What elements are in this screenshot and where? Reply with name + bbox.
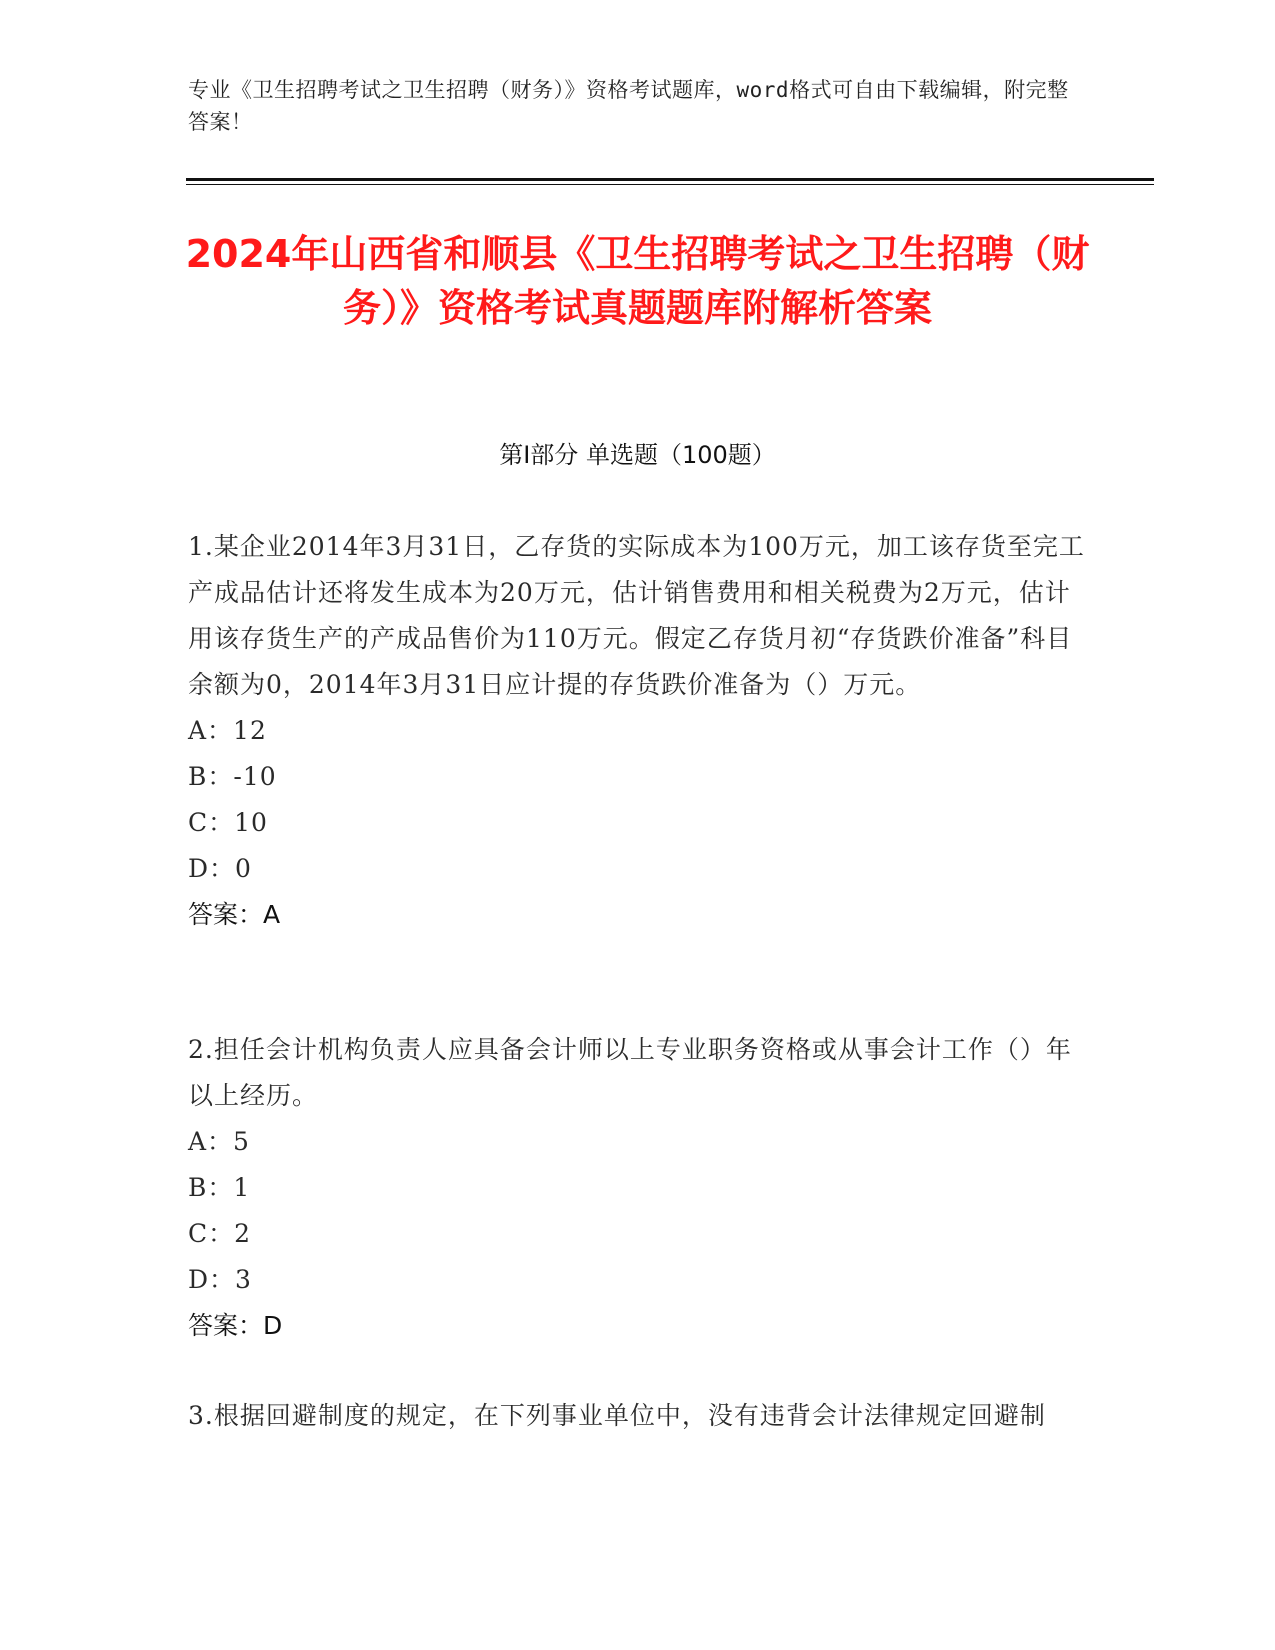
option-d: D：0 (188, 854, 252, 883)
option-c: C：2 (188, 1219, 252, 1248)
question-2 (188, 1027, 1088, 1349)
question-text: 2.担任会计机构负责人应具备会计师以上专业职务资格或从事会计工作（）年以上经历。 (188, 1035, 1072, 1110)
question-1 (188, 524, 1088, 938)
option-c: C：10 (188, 808, 268, 837)
option-b: B：1 (188, 1173, 251, 1202)
option-a: A：5 (188, 1127, 250, 1156)
option-a: A：12 (188, 716, 267, 745)
header-note: 专业《卫生招聘考试之卫生招聘（财务）》资格考试题库，word格式可自由下载编辑，附完整答案！ (188, 78, 1069, 134)
header-rule-thick (186, 178, 1154, 181)
answer: 答案：D (188, 1311, 283, 1340)
header-rule-thin (186, 184, 1154, 185)
document-title: 2024年山西省和顺县《卫生招聘考试之卫生招聘（财务）》资格考试真题题库附解析答案 (185, 232, 1090, 330)
question-text: 3.根据回避制度的规定，在下列事业单位中，没有违背会计法律规定回避制 (188, 1401, 1046, 1430)
question-text: 1.某企业2014年3月31日，乙存货的实际成本为100万元，加工该存货至完工产成品估计还将发生成本为20万元，估计销售费用和相关税费为2万元，估计用该存货生产的产成品售价为110万元。假定乙存货月初“存货跌价准备”科目余额为0，2014年3月31日应计提的存货跌价准备为（）万元。 (188, 532, 1085, 699)
option-b: B：-10 (188, 762, 277, 791)
answer: 答案：A (188, 900, 281, 929)
question-3 (188, 1393, 1088, 1439)
section-title: 第I部分 单选题（100题） (499, 441, 776, 469)
option-d: D：3 (188, 1265, 252, 1294)
